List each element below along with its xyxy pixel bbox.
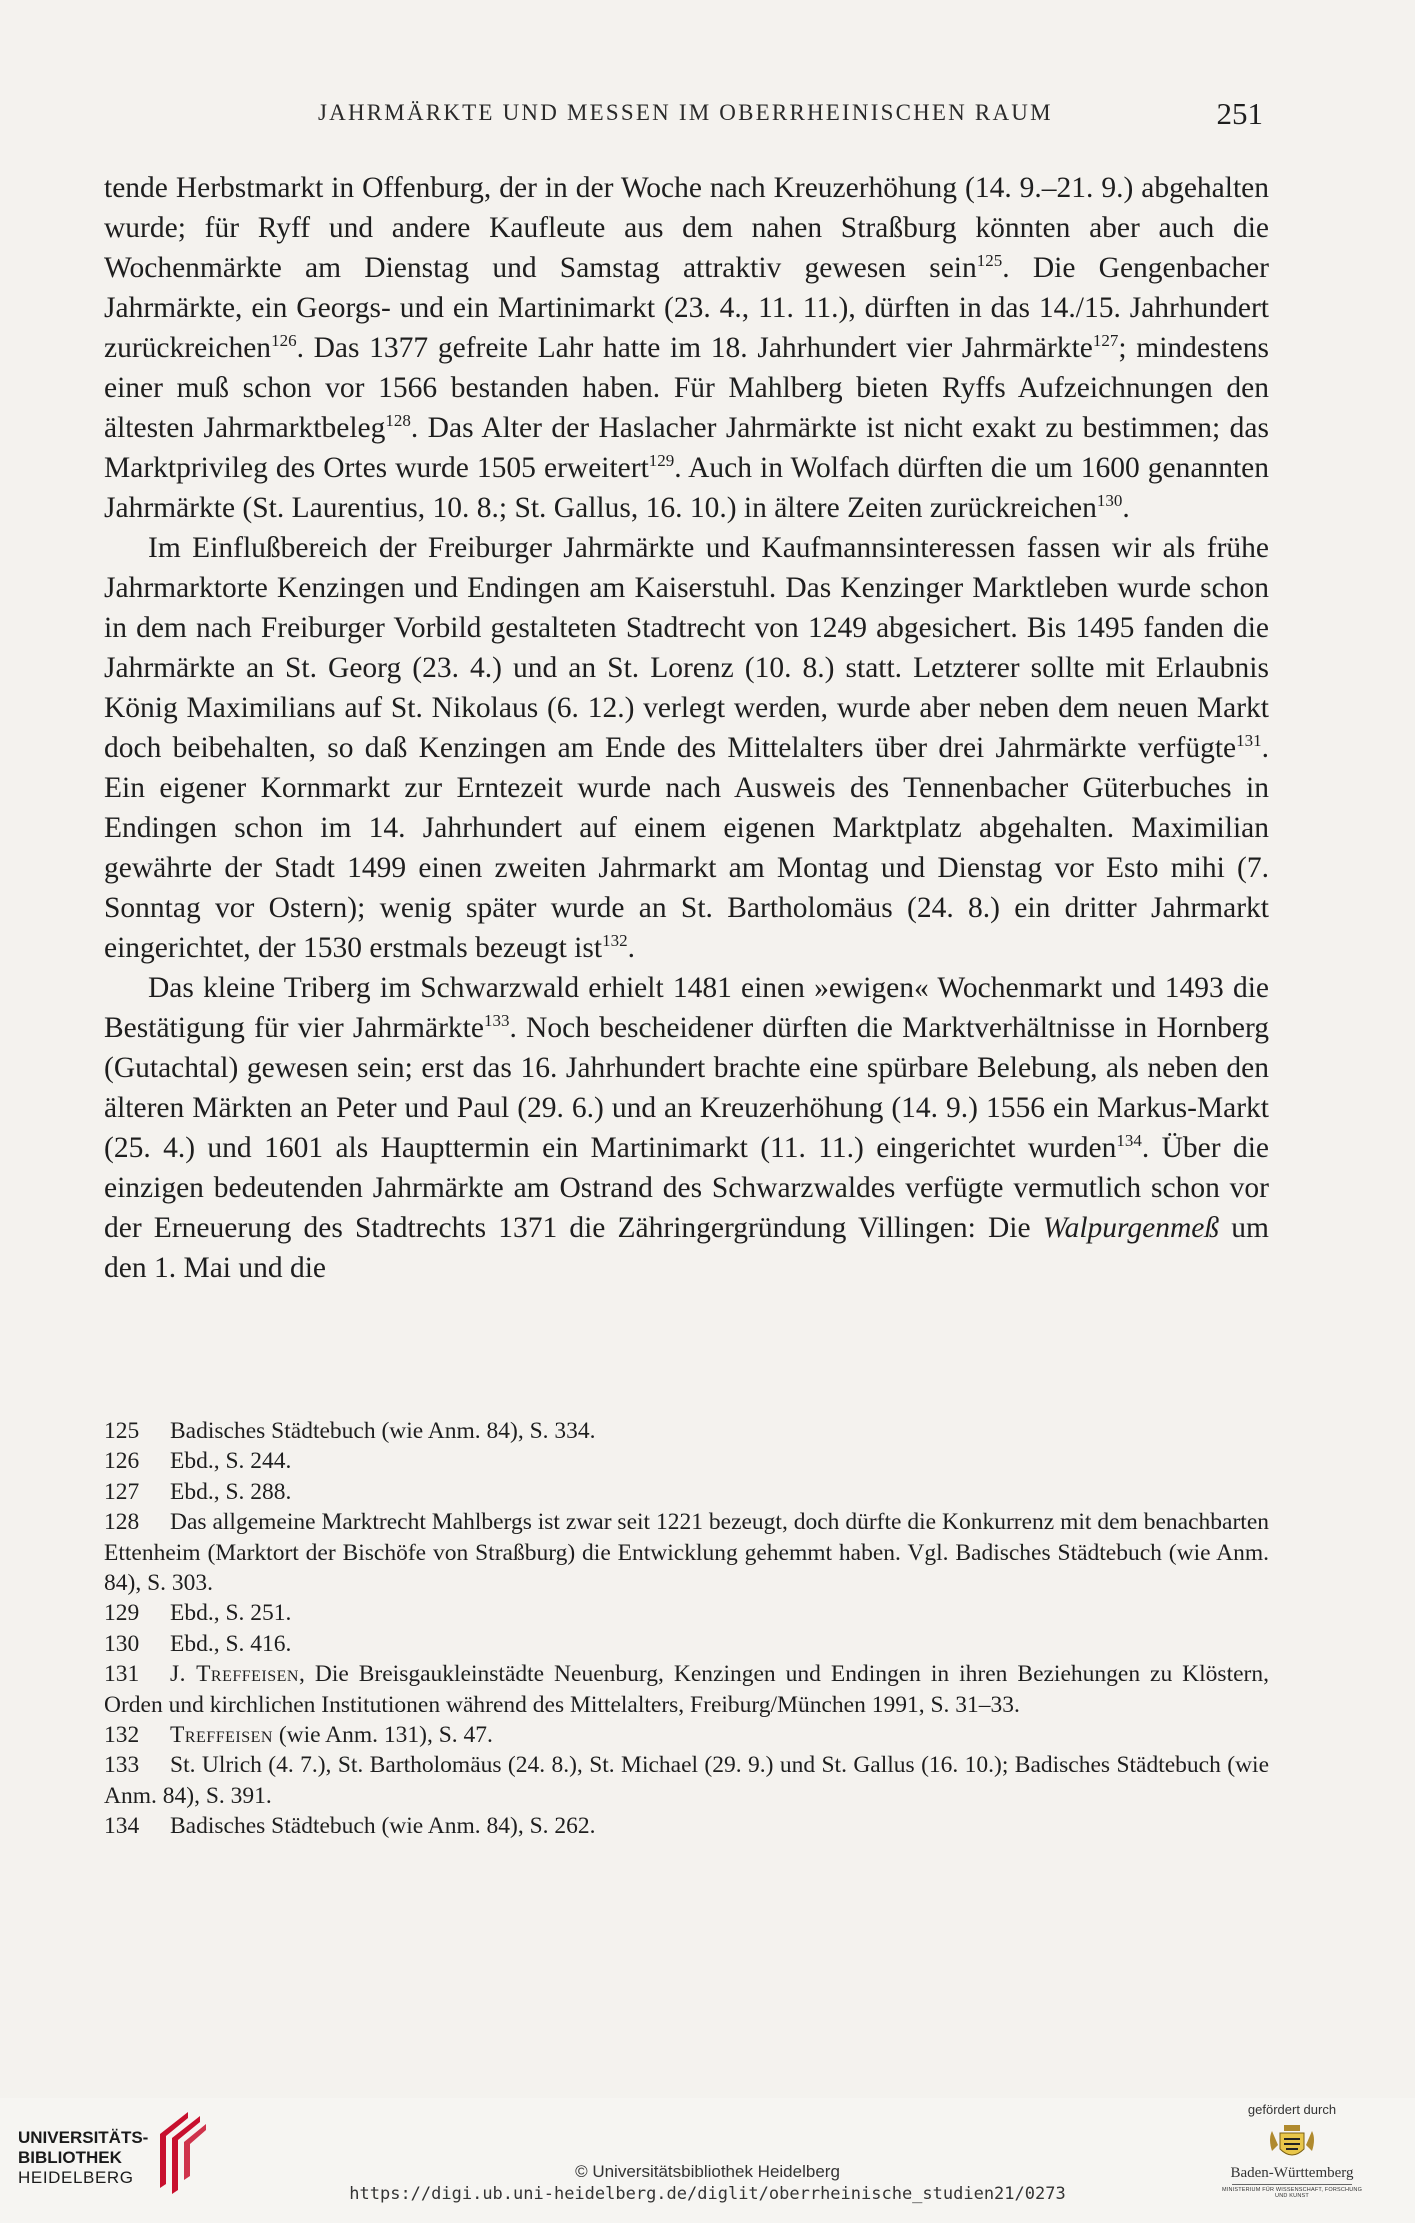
sponsor-label: gefördert durch bbox=[1247, 2102, 1337, 2117]
sponsor-state: Baden-Württemberg bbox=[1230, 2165, 1354, 2181]
digitization-footer bbox=[0, 2098, 1415, 2223]
page-number: 251 bbox=[1216, 96, 1263, 131]
text-span: . Noch bescheidener dürften die Marktverhältnisse in Hornberg (Gutachtal) gewesen sein; erst das 16. Jahrhundert brachte eine spürbare Belebung, als neben den älteren Märkten an Peter und Paul (29. 6.) und an Kreuzerhöhung (14. 9.) 1556 ein Markus-Markt (25. 4.) und 1601 als Haupttermin ein Martinimarkt (11. 11.) eingerichtet wurden bbox=[104, 1012, 1270, 1164]
main-text bbox=[104, 168, 1269, 1288]
footnote-number: 131 bbox=[104, 1661, 140, 1688]
footnote-number: 132 bbox=[104, 1722, 140, 1749]
footnote-ref-128[interactable]: 128 bbox=[385, 411, 411, 431]
footnote-ref-126[interactable]: 126 bbox=[271, 331, 297, 351]
footnote-number: 134 bbox=[104, 1813, 140, 1840]
text-span: tende Herbstmarkt in Offenburg, der in der Woche nach Kreuzerhöhung (14. 9.–21. 9.) abgehalten wurde; für Ryff und andere Kaufleute aus dem nahen Straßburg könnten aber auch die Wochenmärkte am Dienstag und Samstag attraktiv gewesen sein bbox=[104, 172, 1269, 284]
footnote-number: 129 bbox=[104, 1600, 140, 1627]
footnote-author: Treffeisen bbox=[170, 1722, 273, 1749]
paragraph-1 bbox=[104, 168, 1269, 528]
text-span: . Auch in Wolfach dürften die um 1600 genannten Jahrmärkte (St. Laurentius, 10. 8.; St. Gallus, 16. 10.) in ältere Zeiten zurückreichen bbox=[104, 452, 1269, 524]
text-span: . Das 1377 gefreite Lahr hatte im 18. Jahrhundert vier Jahrmärkte bbox=[296, 332, 1093, 364]
footnote-text: Badisches Städtebuch (wie Anm. 84), S. 334. bbox=[170, 1418, 596, 1444]
footnote-126 bbox=[104, 1446, 1269, 1476]
library-logo-line: UNIVERSITÄTS- bbox=[18, 2128, 149, 2147]
text-span: um den 1. Mai und die bbox=[104, 1212, 1269, 1284]
sponsor-ministry: MINISTERIUM FÜR WISSENSCHAFT, FORSCHUNG UND KUNST bbox=[1221, 2187, 1363, 2199]
footnote-author: J. Treffeisen bbox=[170, 1661, 299, 1688]
footnote-number: 133 bbox=[104, 1752, 140, 1779]
library-mark-icon bbox=[152, 2104, 212, 2196]
footnote-text: (wie Anm. 131), S. 47. bbox=[272, 1722, 493, 1749]
footnote-text: Ebd., S. 251. bbox=[170, 1600, 292, 1627]
running-head: JAHRMÄRKTE UND MESSEN IM OBERRHEINISCHEN RAUM bbox=[318, 100, 1053, 125]
footnote-text: Ebd., S. 416. bbox=[170, 1630, 292, 1657]
text-span: . bbox=[627, 932, 635, 964]
footnote-132 bbox=[104, 1720, 1269, 1750]
footnotes bbox=[104, 1416, 1269, 1842]
footnote-text: Badisches Städtebuch (wie Anm. 84), S. 262. bbox=[170, 1813, 596, 1840]
text-span: . Die Gengenbacher Jahrmärkte, ein Georgs- und ein Martinimarkt (23. 4., 11. 11.), dürften in das 14./15. Jahrhundert zurückreichen bbox=[104, 252, 1269, 364]
footnote-ref-127[interactable]: 127 bbox=[1092, 331, 1119, 351]
text-span: ; mindestens einer muß schon vor 1566 bestanden haben. Für Mahlberg bieten Ryffs Aufzeichnungen den ältesten Jahrmarktbeleg bbox=[104, 332, 1270, 444]
footnote-130 bbox=[104, 1629, 1269, 1659]
footnote-ref-129[interactable]: 129 bbox=[648, 451, 675, 471]
footnote-134 bbox=[104, 1811, 1269, 1841]
footnote-ref-125[interactable]: 125 bbox=[976, 251, 1003, 271]
footnote-text: Ebd., S. 244. bbox=[170, 1448, 292, 1475]
footnote-128 bbox=[104, 1507, 1269, 1598]
paragraph-3 bbox=[104, 968, 1269, 1288]
footnote-127 bbox=[104, 1477, 1269, 1507]
sponsor-block bbox=[1217, 2098, 1367, 2199]
text-span: . Das Alter der Haslacher Jahrmärkte ist nicht exakt zu bestimmen; das Marktprivileg des Ortes wurde 1505 erweitert bbox=[104, 412, 1269, 484]
text-span: Das kleine Triberg im Schwarzwald erhielt 1481 einen »ewigen« Wochenmarkt und 1493 die Bestätigung für vier Jahrmärkte bbox=[104, 972, 1269, 1044]
library-logo-line: HEIDELBERG bbox=[18, 2168, 134, 2187]
footnote-text: St. Ulrich (4. 7.), St. Bartholomäus (24. 8.), St. Michael (29. 9.) und St. Gallus (16. 10.); Badisches Städtebuch (wie Anm. 84), S. 391. bbox=[104, 1752, 1269, 1809]
text-span: . Über die einzigen bedeutenden Jahrmärkte am Ostrand des Schwarzwaldes verfügte vermutlich schon vor der Erneuerung des Stadtrechts 1371 die Zähringergründung Villingen: Die bbox=[104, 1132, 1269, 1244]
coat-of-arms-icon bbox=[1266, 2123, 1318, 2163]
footnote-125 bbox=[104, 1416, 1269, 1446]
footnote-text: Ebd., S. 288. bbox=[170, 1478, 292, 1505]
footnote-number: 126 bbox=[104, 1448, 140, 1475]
permalink-url[interactable]: https://digi.ub.uni-heidelberg.de/diglit/oberrheinische_studien21/0273 bbox=[349, 2184, 1066, 2204]
footnote-text: , Die Breisgaukleinstädte Neuenburg, Kenzingen und Endingen in ihren Beziehungen zu Klöstern, Orden und kirchlichen Institutionen während des Mittelalters, Freiburg/München 1991, S. 31–33. bbox=[104, 1661, 1269, 1718]
footnote-133 bbox=[104, 1750, 1269, 1811]
footnote-129 bbox=[104, 1598, 1269, 1628]
copyright-notice: © Universitätsbibliothek Heidelberg bbox=[575, 2162, 840, 2181]
emphasis-walpurgenmess: Walpurgenmeß bbox=[1042, 1212, 1220, 1244]
footnote-number: 128 bbox=[104, 1509, 140, 1536]
footnote-ref-132[interactable]: 132 bbox=[602, 931, 628, 951]
library-logo-line: BIBLIOTHEK bbox=[18, 2148, 122, 2167]
footnote-131 bbox=[104, 1659, 1269, 1720]
text-span: . Ein eigener Kornmarkt zur Erntezeit wurde nach Ausweis des Tennenbacher Güterbuches in Endingen schon im 14. Jahrhundert auf einem eigenen Marktplatz abgehalten. Maximilian gewährte der Stadt 1499 einen zweiten Jahrmarkt am Montag und Dienstag vor Esto mihi (7. Sonntag vor Ostern); wenig später wurde an St. Bartholomäus (24. 8.) ein dritter Jahrmarkt eingerichtet, der 1530 erstmals bezeugt ist bbox=[104, 732, 1269, 964]
footnote-ref-134[interactable]: 134 bbox=[1116, 1131, 1142, 1151]
text-span: . bbox=[1122, 492, 1130, 524]
footnote-ref-133[interactable]: 133 bbox=[483, 1011, 510, 1031]
text-span: Im Einflußbereich der Freiburger Jahrmärkte und Kaufmannsinteressen fassen wir als frühe Jahrmarktorte Kenzingen und Endingen am Kaiserstuhl. Das Kenzinger Marktleben wurde schon in dem nach Freiburger Vorbild gestalteten Stadtrecht von 1249 abgesichert. Bis 1495 fanden die Jahrmärkte an St. Georg (23. 4.) und an St. Lorenz (10. 8.) statt. Letzterer sollte mit Erlaubnis König Maximilians auf St. Nikolaus (6. 12.) verlegt werden, wurde aber neben dem neuen Markt doch beibehalten, so daß Kenzingen am Ende des Mittelalters über drei Jahrmärkte verfügte bbox=[104, 532, 1269, 764]
footnote-ref-130[interactable]: 130 bbox=[1096, 491, 1123, 511]
footnote-ref-131[interactable]: 131 bbox=[1236, 731, 1262, 751]
footnote-number: 127 bbox=[104, 1478, 140, 1505]
footnote-text: Das allgemeine Marktrecht Mahlbergs ist zwar seit 1221 bezeugt, doch dürfte die Konkurrenz mit dem benachbarten Ettenheim (Marktort der Bischöfe von Straßburg) die Entwicklung gehemmt haben. Vgl. Badisches Städtebuch (wie Anm. 84), S. 303. bbox=[104, 1509, 1269, 1597]
footnote-number: 130 bbox=[104, 1630, 140, 1657]
footnote-number: 125 bbox=[104, 1418, 140, 1444]
sponsor-divider bbox=[1232, 2184, 1352, 2185]
paragraph-2 bbox=[104, 528, 1269, 968]
